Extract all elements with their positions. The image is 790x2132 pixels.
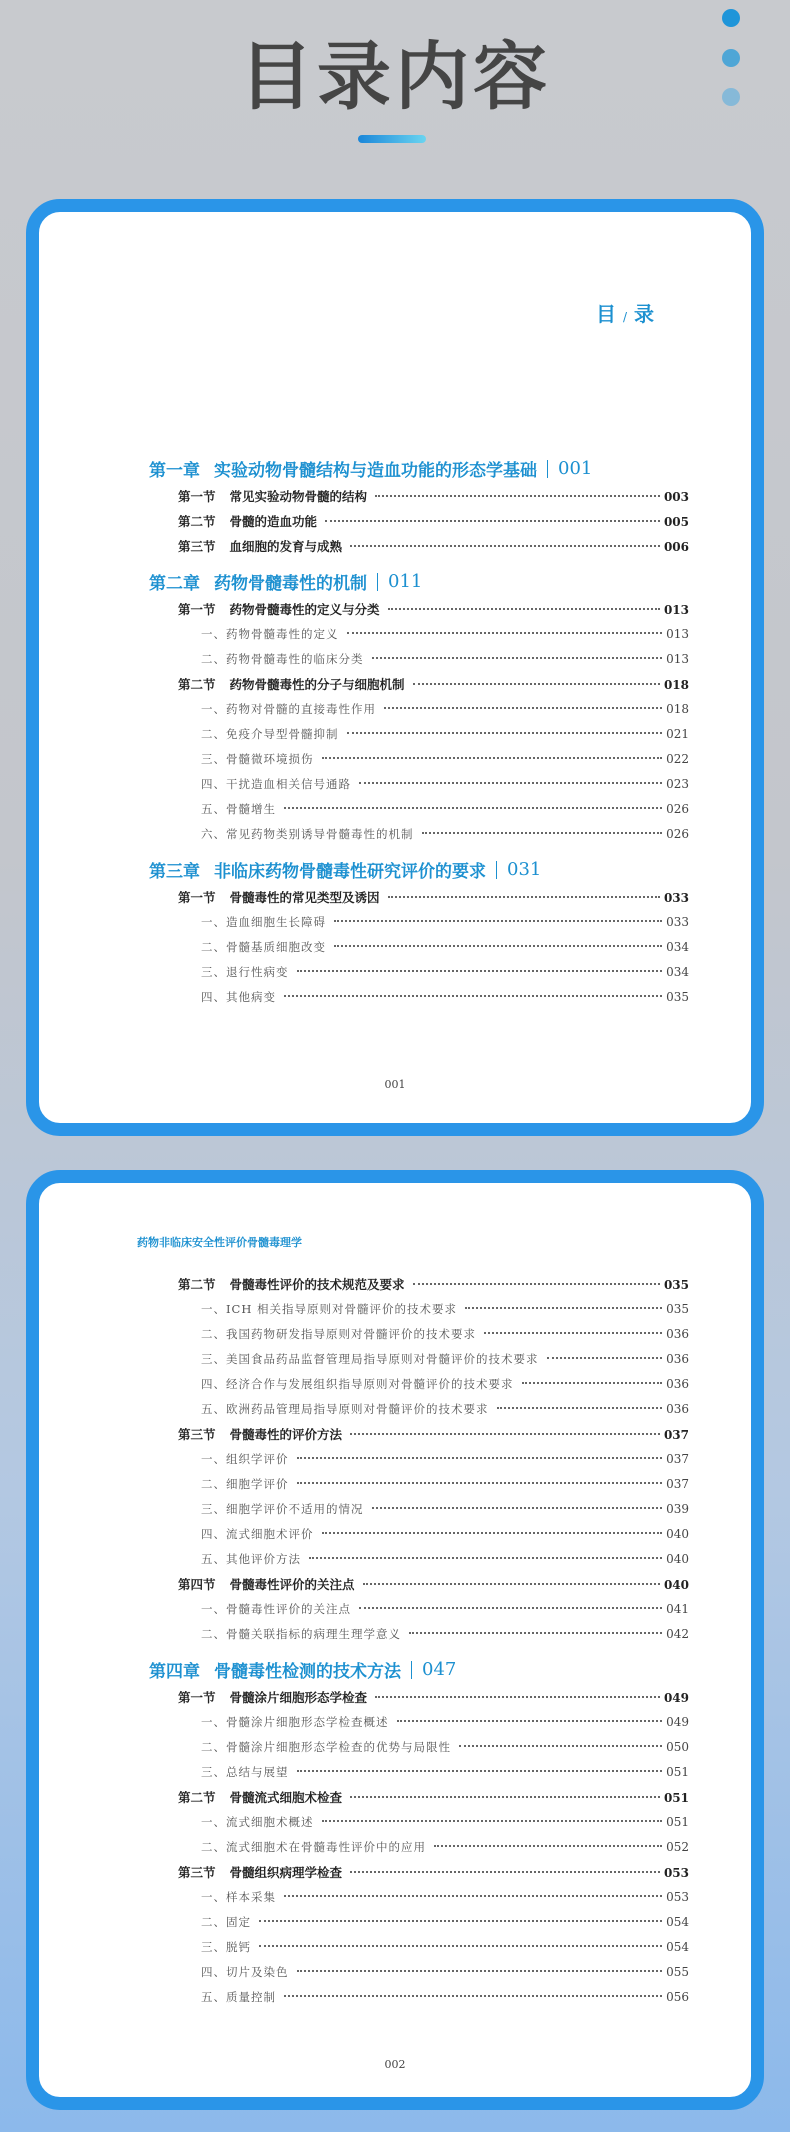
toc-subsection[interactable] <box>149 647 689 672</box>
chapter-title: 骨髓毒性检测的技术方法 <box>214 1662 401 1682</box>
subsection-page: 036 <box>666 1352 689 1366</box>
subsection-page: 040 <box>666 1527 689 1541</box>
section-page: 013 <box>663 603 689 617</box>
dot-leader <box>547 1357 663 1359</box>
subsection-title: 四、流式细胞术评价 <box>201 1527 314 1541</box>
title-underline <box>358 135 426 143</box>
subsection-title: 一、样本采集 <box>201 1890 276 1904</box>
dot-leader <box>350 1871 660 1873</box>
subsection-title: 三、细胞学评价不适用的情况 <box>201 1502 364 1516</box>
section-label: 第一节 <box>178 489 216 504</box>
dot-leader <box>284 1995 662 1997</box>
section-title: 骨髓的造血功能 <box>229 514 318 529</box>
dot-leader <box>325 520 660 522</box>
subsection-page: 023 <box>666 777 689 791</box>
section-page: 003 <box>663 490 689 504</box>
toc-subsection[interactable] <box>149 935 689 960</box>
toc-section[interactable] <box>149 885 689 910</box>
subsection-title: 三、骨髓微环境损伤 <box>201 752 314 766</box>
toc-chapter[interactable] <box>149 453 689 484</box>
chapter-divider <box>547 460 548 478</box>
section-title: 骨髓毒性评价的技术规范及要求 <box>229 1277 405 1292</box>
toc-subsection[interactable] <box>149 1885 689 1910</box>
section-page: 035 <box>663 1278 689 1292</box>
section-label: 第三节 <box>178 1427 216 1442</box>
chapter-divider <box>411 1661 412 1679</box>
subsection-page: 036 <box>666 1327 689 1341</box>
toc-section[interactable] <box>149 509 689 534</box>
section-page: 037 <box>663 1428 689 1442</box>
subsection-title: 二、药物骨髓毒性的临床分类 <box>201 652 364 666</box>
dot-leader <box>413 1283 660 1285</box>
toc-subsection[interactable] <box>149 822 689 847</box>
dot-leader <box>309 1557 662 1559</box>
subsection-page: 034 <box>666 940 689 954</box>
subsection-page: 040 <box>666 1552 689 1566</box>
dot-leader <box>259 1945 662 1947</box>
toc-subsection[interactable] <box>149 960 689 985</box>
decor-dot <box>722 49 740 67</box>
subsection-page: 053 <box>666 1890 689 1904</box>
section-page: 051 <box>663 1791 689 1805</box>
toc-subsection[interactable] <box>149 1910 689 1935</box>
subsection-title: 二、免疫介导型骨髓抑制 <box>201 727 339 741</box>
subsection-title: 一、药物对骨髓的直接毒性作用 <box>201 702 376 716</box>
subsection-title: 三、总结与展望 <box>201 1765 289 1779</box>
toc-subsection[interactable] <box>149 1322 689 1347</box>
chapter-divider <box>496 861 497 879</box>
section-page: 049 <box>663 1691 689 1705</box>
dot-leader <box>372 1507 663 1509</box>
chapter-title: 实验动物骨髓结构与造血功能的形态学基础 <box>214 461 537 481</box>
subsection-page: 013 <box>666 627 689 641</box>
chapter-page: 047 <box>422 1659 457 1680</box>
section-title: 血细胞的发育与成熟 <box>229 539 343 554</box>
dot-leader <box>434 1845 662 1847</box>
subsection-page: 026 <box>666 827 689 841</box>
subsection-page: 039 <box>666 1502 689 1516</box>
toc-subsection[interactable] <box>149 1960 689 1985</box>
decor-dot <box>722 9 740 27</box>
running-head: 药物非临床安全性评价骨髓毒理学 <box>137 1236 302 1249</box>
subsection-title: 三、退行性病变 <box>201 965 289 979</box>
dot-leader <box>388 896 660 898</box>
subsection-title: 五、欧洲药品管理局指导原则对骨髓评价的技术要求 <box>201 1402 489 1416</box>
section-label: 第一节 <box>178 602 216 617</box>
toc-section[interactable] <box>149 1685 689 1710</box>
subsection-page: 037 <box>666 1477 689 1491</box>
section-title: 骨髓涂片细胞形态学检查 <box>229 1690 368 1705</box>
dot-leader <box>359 782 662 784</box>
toc-section[interactable] <box>149 1272 689 1297</box>
subsection-page: 036 <box>666 1402 689 1416</box>
subsection-page: 055 <box>666 1965 689 1979</box>
subsection-title: 二、流式细胞术在骨髓毒性评价中的应用 <box>201 1840 426 1854</box>
toc-section[interactable] <box>149 1422 689 1447</box>
subsection-title: 五、骨髓增生 <box>201 802 276 816</box>
subsection-page: 042 <box>666 1627 689 1641</box>
toc-subsection[interactable] <box>149 910 689 935</box>
toc-section[interactable] <box>149 534 689 559</box>
toc-page-2 <box>26 1170 764 2110</box>
subsection-page: 034 <box>666 965 689 979</box>
chapter-title: 药物骨髓毒性的机制 <box>214 574 367 594</box>
page-number: 002 <box>384 2058 406 2071</box>
section-label: 第二节 <box>178 677 216 692</box>
toc-subsection[interactable] <box>149 1710 689 1735</box>
chapter-title: 非临床药物骨髓毒性研究评价的要求 <box>214 862 486 882</box>
toc-subsection[interactable] <box>149 747 689 772</box>
chapter-label: 第二章 <box>149 574 200 594</box>
dot-leader <box>322 1532 663 1534</box>
subsection-title: 二、固定 <box>201 1915 251 1929</box>
subsection-title: 二、骨髓关联指标的病理生理学意义 <box>201 1627 401 1641</box>
subsection-title: 二、骨髓涂片细胞形态学检查的优势与局限性 <box>201 1740 451 1754</box>
toc-section[interactable] <box>149 1785 689 1810</box>
subsection-page: 033 <box>666 915 689 929</box>
subsection-title: 四、切片及染色 <box>201 1965 289 1979</box>
subsection-page: 035 <box>666 990 689 1004</box>
toc-chapter[interactable] <box>149 566 689 597</box>
section-page: 053 <box>663 1866 689 1880</box>
subsection-title: 三、脱钙 <box>201 1940 251 1954</box>
subsection-page: 036 <box>666 1377 689 1391</box>
dot-leader <box>465 1307 662 1309</box>
subsection-page: 041 <box>666 1602 689 1616</box>
subsection-title: 四、干扰造血相关信号通路 <box>201 777 351 791</box>
subsection-title: 一、流式细胞术概述 <box>201 1815 314 1829</box>
dot-leader <box>347 732 663 734</box>
chapter-label: 第一章 <box>149 461 200 481</box>
dot-leader <box>413 683 660 685</box>
subsection-title: 四、其他病变 <box>201 990 276 1004</box>
toc-subsection[interactable] <box>149 1397 689 1422</box>
subsection-page: 037 <box>666 1452 689 1466</box>
toc-heading-char: 目 <box>595 302 619 326</box>
section-page: 018 <box>663 678 689 692</box>
dot-leader <box>284 1895 662 1897</box>
page-number: 001 <box>384 1078 406 1091</box>
subsection-page: 056 <box>666 1990 689 2004</box>
subsection-title: 四、经济合作与发展组织指导原则对骨髓评价的技术要求 <box>201 1377 514 1391</box>
toc-section[interactable] <box>149 672 689 697</box>
subsection-title: 一、骨髓毒性评价的关注点 <box>201 1602 351 1616</box>
section-label: 第二节 <box>178 514 216 529</box>
dot-leader <box>259 1920 662 1922</box>
section-title: 骨髓毒性的常见类型及诱因 <box>229 890 380 905</box>
toc-page-1 <box>26 199 764 1136</box>
section-title: 骨髓组织病理学检查 <box>229 1865 343 1880</box>
toc-subsection[interactable] <box>149 1447 689 1472</box>
section-label: 第二节 <box>178 1277 216 1292</box>
toc-subsection[interactable] <box>149 722 689 747</box>
toc-subsection[interactable] <box>149 697 689 722</box>
dot-leader <box>284 807 662 809</box>
chapter-divider <box>377 573 378 591</box>
subsection-page: 018 <box>666 702 689 716</box>
chapter-label: 第三章 <box>149 862 200 882</box>
dot-leader <box>375 495 660 497</box>
toc-heading <box>596 298 657 327</box>
dot-leader <box>384 707 662 709</box>
dot-leader <box>397 1720 663 1722</box>
toc-subsection[interactable] <box>149 1622 689 1647</box>
subsection-page: 054 <box>666 1915 689 1929</box>
toc-subsection[interactable] <box>149 1297 689 1322</box>
subsection-title: 六、常见药物类别诱导骨髓毒性的机制 <box>201 827 414 841</box>
dot-leader <box>350 545 660 547</box>
subsection-page: 022 <box>666 752 689 766</box>
subsection-page: 049 <box>666 1715 689 1729</box>
dot-leader <box>322 1820 663 1822</box>
toc-subsection[interactable] <box>149 1472 689 1497</box>
subsection-title: 五、其他评价方法 <box>201 1552 301 1566</box>
dot-leader <box>372 657 663 659</box>
dot-leader <box>297 1970 663 1972</box>
subsection-page: 051 <box>666 1765 689 1779</box>
section-title: 药物骨髓毒性的定义与分类 <box>229 602 380 617</box>
subsection-title: 一、ICH 相关指导原则对骨髓评价的技术要求 <box>201 1302 458 1316</box>
toc-subsection[interactable] <box>149 772 689 797</box>
subsection-title: 三、美国食品药品监督管理局指导原则对骨髓评价的技术要求 <box>201 1352 539 1366</box>
subsection-title: 二、我国药物研发指导原则对骨髓评价的技术要求 <box>201 1327 476 1341</box>
chapter-page: 011 <box>388 571 423 592</box>
toc-subsection[interactable] <box>149 985 689 1010</box>
dot-leader <box>459 1745 662 1747</box>
section-page: 040 <box>663 1578 689 1592</box>
subsection-title: 一、药物骨髓毒性的定义 <box>201 627 339 641</box>
section-label: 第三节 <box>178 1865 216 1880</box>
section-page: 033 <box>663 891 689 905</box>
toc-heading-char: 录 <box>634 302 657 326</box>
subsection-title: 二、骨髓基质细胞改变 <box>201 940 326 954</box>
section-label: 第一节 <box>178 1690 216 1705</box>
section-page: 006 <box>663 540 689 554</box>
section-label: 第三节 <box>178 539 216 554</box>
section-title: 药物骨髓毒性的分子与细胞机制 <box>229 677 405 692</box>
dot-leader <box>297 970 663 972</box>
section-title: 骨髓毒性的评价方法 <box>229 1427 343 1442</box>
dot-leader <box>284 995 662 997</box>
toc-subsection[interactable] <box>149 797 689 822</box>
decor-dot <box>722 88 740 106</box>
dot-leader <box>484 1332 662 1334</box>
section-title: 骨髓流式细胞术检查 <box>229 1790 343 1805</box>
toc-subsection[interactable] <box>149 1547 689 1572</box>
dot-leader <box>363 1583 660 1585</box>
dot-leader <box>297 1482 663 1484</box>
page-title: 目录内容 <box>239 34 551 120</box>
dot-leader <box>375 1696 660 1698</box>
toc-subsection[interactable] <box>149 1347 689 1372</box>
section-label: 第一节 <box>178 890 216 905</box>
subsection-page: 051 <box>666 1815 689 1829</box>
dot-leader <box>347 632 663 634</box>
toc-subsection[interactable] <box>149 1372 689 1397</box>
dot-leader <box>359 1607 662 1609</box>
subsection-title: 二、细胞学评价 <box>201 1477 289 1491</box>
subsection-title: 一、造血细胞生长障碍 <box>201 915 326 929</box>
toc-heading-sep: / <box>622 310 630 324</box>
toc-chapter[interactable] <box>149 854 689 885</box>
dot-leader <box>409 1632 662 1634</box>
toc-list <box>149 1272 689 2010</box>
chapter-label: 第四章 <box>149 1662 200 1682</box>
subsection-title: 一、组织学评价 <box>201 1452 289 1466</box>
toc-subsection[interactable] <box>149 1522 689 1547</box>
dot-leader <box>422 832 663 834</box>
subsection-page: 035 <box>666 1302 689 1316</box>
dot-leader <box>334 920 662 922</box>
toc-subsection[interactable] <box>149 1935 689 1960</box>
subsection-page: 021 <box>666 727 689 741</box>
toc-chapter[interactable] <box>149 1654 689 1685</box>
dot-leader <box>522 1382 663 1384</box>
section-title: 常见实验动物骨髓的结构 <box>229 489 368 504</box>
toc-list <box>149 446 689 1010</box>
dot-leader <box>497 1407 663 1409</box>
toc-section[interactable] <box>149 1860 689 1885</box>
subsection-page: 026 <box>666 802 689 816</box>
dot-leader <box>350 1433 660 1435</box>
subsection-page: 054 <box>666 1940 689 1954</box>
toc-subsection[interactable] <box>149 1760 689 1785</box>
toc-subsection[interactable] <box>149 1597 689 1622</box>
dot-leader <box>297 1770 663 1772</box>
section-title: 骨髓毒性评价的关注点 <box>229 1577 355 1592</box>
section-page: 005 <box>663 515 689 529</box>
subsection-page: 050 <box>666 1740 689 1754</box>
subsection-title: 五、质量控制 <box>201 1990 276 2004</box>
chapter-page: 001 <box>558 458 593 479</box>
dot-leader <box>322 757 663 759</box>
toc-subsection[interactable] <box>149 622 689 647</box>
subsection-page: 013 <box>666 652 689 666</box>
toc-subsection[interactable] <box>149 1735 689 1760</box>
dot-leader <box>350 1796 660 1798</box>
toc-subsection[interactable] <box>149 1497 689 1522</box>
chapter-page: 031 <box>507 859 542 880</box>
section-label: 第四节 <box>178 1577 216 1592</box>
toc-subsection[interactable] <box>149 1835 689 1860</box>
dot-leader <box>297 1457 663 1459</box>
toc-subsection[interactable] <box>149 1985 689 2010</box>
subsection-title: 一、骨髓涂片细胞形态学检查概述 <box>201 1715 389 1729</box>
dot-leader <box>334 945 662 947</box>
subsection-page: 052 <box>666 1840 689 1854</box>
toc-section[interactable] <box>149 1572 689 1597</box>
toc-subsection[interactable] <box>149 1810 689 1835</box>
section-label: 第二节 <box>178 1790 216 1805</box>
toc-section[interactable] <box>149 597 689 622</box>
toc-section[interactable] <box>149 484 689 509</box>
dot-leader <box>388 608 660 610</box>
